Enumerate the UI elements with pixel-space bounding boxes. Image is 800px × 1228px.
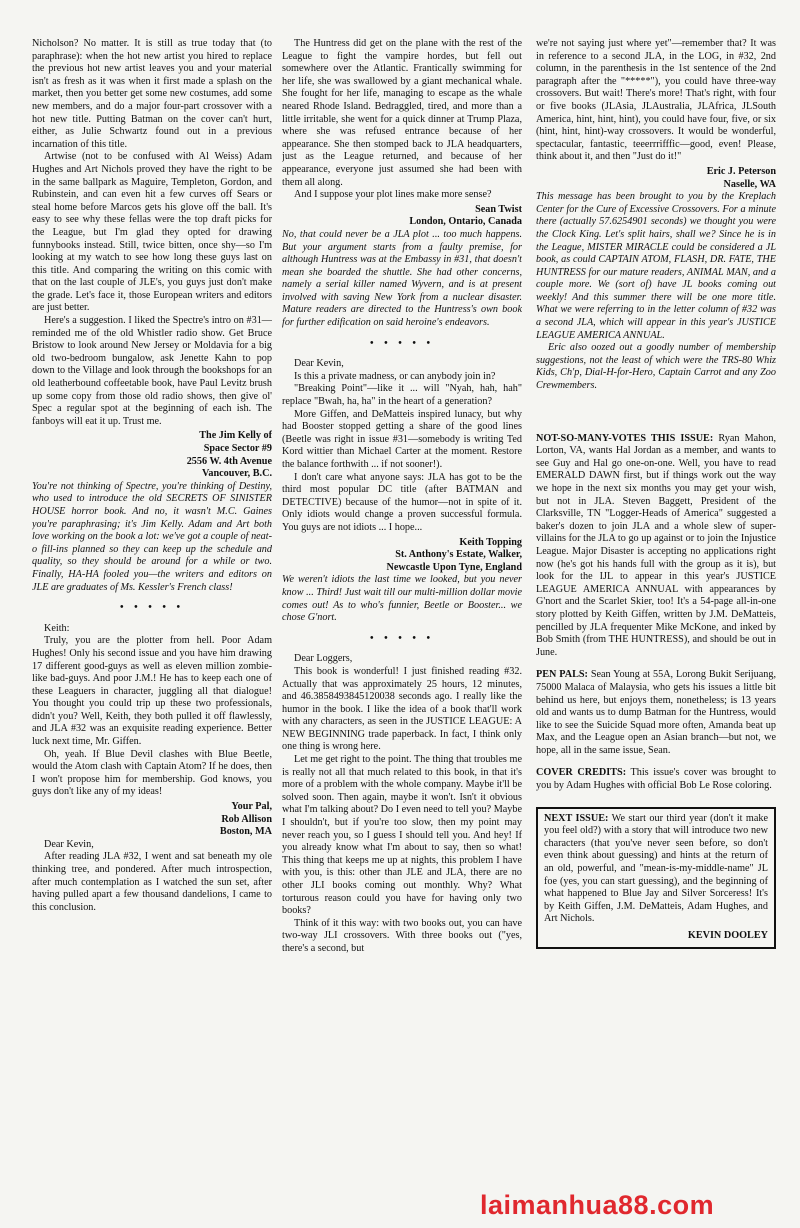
editor-reply: We weren't idiots the last time we looked, but you never know ... Third! Just wait till our multi-million dollar movie comes out! As to who's funnier, Beetle or Booster... we chose G'nort.: [282, 574, 522, 624]
editor-reply: No, that could never be a JLA plot ... too much happens. But your argument starts from a faulty premise, for although Huntress was at the Embassy in #31, that doesn't mean she boarded the shuttle. She had other concerns, namely a serial killer named Wyvern, and is at present involved with saving New York from a nuclear disaster. Mature readers are directed to the Huntress's own book for further edification on said heroine's endeavors.: [282, 228, 522, 329]
next-issue-text: We start our third year (don't it make you feel old?) with a story that will introduce two new characters (that you've never seen before, so don't even think about guessing) and hints at the return of an old, powerful, and "mean-is-my-middle-name" JL foe (yes, you can start guessing), and the beginning of what happened to Blue Jay and Silver Sorceress! It's by Keith Giffen, J.M. DeMatteis, Adam Hughes, and Art Nichols.: [544, 812, 768, 925]
letter-paragraph: Think of it this way: with two books out, you can have two-way JLI crossovers. With three books out ("yes, there's a second, but: [282, 917, 522, 954]
votes-text: Ryan Mahon, Lorton, VA, wants Hal Jordan as a member, and wants to see Guy and Hal go one-on-one. Well, you have to read EMERALD DAWN first, but if things work out the way we hope in the next six months you may get your wish, but not in JLA. Steven Baggett, President of the Clarksville, TN "Logger-Heads of America" suggested a baker's dozen to join JLA and a whole slew of super-villains for the JLA to go up against or to join the Injustice League. Major Disaster is accepting no applications right now (he's got his hands full with the group as it is), but look for the IJL to appear in this year's JUSTICE LEAGUE AMERICA ANNUAL with appearances by G'nort and the Scarlet Skier, too! It's a 54-page all-in-one story plotted by Keith Giffen, written by J.M. DeMatteis, pencilled by JLA frequenter Mike McKone, and inked by Bob Smith (from THE HUNTRESS), and should be out in June.: [536, 432, 776, 658]
signature-line: 2556 W. 4th Avenue: [186, 455, 272, 467]
letter-paragraph: Oh, yeah. If Blue Devil clashes with Blue Beetle, would the Atom clash with Captain Atom? If he does, then I won't propose him for membership. God knows, you guys don't like any of my ideas!: [32, 748, 272, 798]
signature-line: Sean Twist: [475, 203, 522, 215]
letter-paragraph: The Huntress did get on the plane with the rest of the League to fight the vampire hordes, but fell out somewhere over the Atlantic. Frantically swimming for her life, she was swallowed by a giant mechanical whale. She fought for her life, managing to escape as the whale neared Rhode Island. Bedraggled, tired, and more than a little irritable, she went for a quick dinner at Trump Plaza, where she was refused entrance because of her appearance. She then stomped back to JLA headquarters, just as the League returned, and because of her appearance, everyone just assumed she had been with them all along.: [282, 38, 522, 188]
signature-line: Keith Topping: [459, 536, 522, 548]
letter-paragraph: Artwise (not to be confused with Al Weiss) Adam Hughes and Art Nichols proved they have the right to be in the same ballpark as Maguire, Templeton, Gordon, and Rubinstein, and can even hit a few curves off Sears or steal home before Marcos gets his glove off the ball. It's easy to see why these fellas were the top draft picks for the League, but I'm glad they opted for drawing funnybooks instead. Still, twice bitten, once shy—so I'm looking at my watch to see how long these guys last on this title. And comparing the writing on this comic with that on the last couple of JLE's, you guys just don't make the grade. Let's face it, those European writers and editors are just better.: [32, 151, 272, 314]
section-divider: • • • • •: [119, 602, 185, 614]
section-divider: • • • • •: [369, 337, 435, 349]
cover-credits-heading: COVER CREDITS:: [536, 767, 627, 779]
watermark: laimanhua88.com: [480, 1190, 715, 1220]
editor-reply: You're not thinking of Spectre, you're thinking of Destiny, who used to introduce the old SECRETS OF SINISTER HOUSE horror book. And no, it wasn't M.C. Gaines you're paraphrasing; it's Jim Kelly. Adam and Art both love working on the book a lot: we've got a couple of neat-o fill-ins planned so they can keep up the schedule and quality, so they should be around for a while or two. Finally, HA-HA fooled you—the writers and editors on JLE are graduates of Ms. Kessler's French class!: [32, 480, 272, 593]
signature-line: Your Pal,: [231, 801, 272, 813]
letter-signature: [32, 430, 272, 480]
signature-line: Eric J. Peterson: [706, 165, 776, 177]
votes-section: [536, 433, 776, 660]
letter-signature: [282, 204, 522, 229]
letter-paragraph: Is this a private madness, or can anybody join in?: [294, 370, 496, 382]
signature-line: Naselle, WA: [723, 178, 776, 190]
letter-salutation: Dear Kevin,: [294, 358, 344, 370]
letter-paragraph: "Breaking Point"—like it ... will "Nyah, hah, hah" replace "Bwah, ha, ha" in the heart of a generation?: [282, 383, 522, 408]
letter-salutation: Dear Loggers,: [294, 653, 353, 665]
next-issue-heading: NEXT ISSUE:: [544, 812, 609, 824]
letter-paragraph: I don't care what anyone says: JLA has got to be the third most popular DC title (after BATMAN and DETECTIVE) because of the humor—not in spite of it. Only idiots would change a proven successful formula. You guys are not idiots ... I hope...: [282, 471, 522, 533]
signature-line: London, Ontario, Canada: [409, 216, 522, 228]
signature-line: Rob Allison: [221, 813, 272, 825]
letter-signature: [536, 166, 776, 191]
letter-paragraph: we're not saying just where yet"—remember that? It was in reference to a second JLA, in the LOG, in #32, 2nd column, in the parenthesis in the 1st sentence of the 2nd paragraph after the "*****"), you could have three-way crossovers. But wait! There's more! That's right, with four or five books (JLAsia, JLAustralia, JLAfrica, JLSouth America, hint, hint, hint), you could have four, five, or six (hint, hint, hint)-way crossovers. It would be wonderful, spectacular, fantastic, teeerrrifffic—good, even! Please, think about it, and then "Just do it!": [536, 38, 776, 163]
editor-credit: KEVIN DOOLEY: [687, 930, 768, 941]
section-divider: • • • • •: [369, 632, 435, 644]
editor-reply: This message has been brought to you by the Kreplach Center for the Cure of Excessive Crossovers. For a minute there (actually 57.6254901 seconds) we thought you were the Clock King. Let's split hairs, shall we? Since he is in the League, MISTER MIRACLE could be considered a JL book, as could CAPTAIN ATOM, FLASH, DR. FATE, THE HUNTRESS for our mature readers, ANIMAL MAN, and a couple more. We (sort of) have JL books coming out weekly! And this summer there will be one more title. What we were referring to in the letter column of #32 was a second JLA, which will appear in this year's JUSTICE LEAGUE AMERICA ANNUAL.: [536, 191, 776, 341]
pen-pals-text: Sean Young at 55A, Lorong Bukit Serijuang, 75000 Malaca of Malaysia, who gets his issues a little bit behind us here, but enjoys them, nonetheless; is 13 years old and wants us to dump Batman for the Huntress, would like to see the Suicide Squad more often, Amanda beat up Max, and the League open an Asian branch—but not, we hope, all in the same issue, Sean.: [536, 669, 776, 756]
letter-salutation: Keith:: [44, 622, 70, 634]
letter-paragraph: After reading JLA #32, I went and sat beneath my ole thinking tree, and pondered. After much introspection, after much contemplation as I watched the sun set, after having pulled apart a few thousand dandelions, I came to this conclusion.: [32, 851, 272, 913]
signature-line: Vancouver, B.C.: [201, 468, 272, 480]
letter-salutation: Dear Kevin,: [44, 838, 94, 850]
pen-pals-section: [536, 669, 776, 757]
signature-line: The Jim Kelly of: [199, 430, 272, 442]
signature-line: Space Sector #9: [203, 443, 272, 454]
letter-paragraph: Nicholson? No matter. It is still as true today that (to paraphrase): when the hot new artist you hired to replace the previous hot new artist leaves you and your material isn't as fresh as it was when it first made a splash on the market, then you better get some new costumes, add some new members, and do a major four-part crossover with a hot new title. Putting Batman on the cover can't hurt, either, as Julie Schwartz found out in a previous incarnation of this title.: [32, 38, 272, 150]
editor-reply: Eric also oozed out a goodly number of membership suggestions, not the least of which were the TRS-80 Whiz Kids, Ch'p, Dial-H-for-Hero, Captain Carrot and any Zoo Crewmembers.: [536, 342, 776, 392]
letter-paragraph: This book is wonderful! I just finished reading #32. Actually that was approximately 25 hours, 12 minutes, and 46.3858493845120038 seconds ago. I really like the humor in the book. I like the idea of a book that'll work with any characters, as seen in the JUSTICE LEAGUE: A NEW BEGINNING trade paperback. In fact, I think only one thing is wrong here.: [282, 665, 522, 753]
letters-column-3: [536, 38, 776, 1218]
letter-paragraph: More Giffen, and DeMatteis inspired lunacy, but why had Booster stopped getting a share of the good lines (Beetle was right in issue #31—somebody is writing Ted Kord wittier than Michael Carter at the moment. Restore the balance forthwith ... if not sooner!).: [282, 408, 522, 470]
cover-credits-section: [536, 767, 776, 792]
votes-heading: NOT-SO-MANY-VOTES THIS ISSUE:: [536, 432, 714, 444]
letter-paragraph: Truly, you are the plotter from hell. Poor Adam Hughes! Only his second issue and you have him drawing 17 different good-guys as well as eleven million zombie-like bad-guys. And poor J.M.! He has to keep each one of these Leaguers in character, juggling all that dialogue! You thought you could trip up these two professionals, didn't you? Well, Keith, they both pulled it off flawlessly, and JLA #32 was an exquisite reading experience. Better luck next time, Mr. Giffen.: [32, 635, 272, 748]
letter-signature: [32, 801, 272, 839]
letter-paragraph: Here's a suggestion. I liked the Spectre's intro on #31—reminded me of the old Whistler radio show. Get Bruce Bristow to look around New Jersey or Moldavia for a big old two-bedroom bungalow, ask Jenette Kahn to pop down to the Village and look through the bookshops for an old leatherbound coffeetable book, have Paul Levitz brush up some copy from those old radio shows, then give ol' Spec a regular spot at the beginning of each ish. The fanboys will eat it up. Trust me.: [32, 315, 272, 427]
next-issue-box: [536, 807, 776, 949]
cover-credits-text: This issue's cover was brought to you by Adam Hughes with official Bob Le Rose coloring.: [536, 767, 776, 792]
letters-column-2: [282, 38, 522, 1218]
letter-signature: [282, 537, 522, 575]
letters-column-1: [32, 38, 272, 1218]
letter-paragraph: Let me get right to the point. The thing that troubles me is really not all that much related to this book, in that it's more of a problem with the whole company. Maybe it'll be solved soon. Then again, maybe it won't. Isn't it obvious what I'm talking about? Do I even need to tell you? Maybe I shouldn't, but if you're too slow, then my point may never reach you, so I guess I should tell you. And hey! If you already know what I'm about to say, then so what! This thing that keeps me up at nights, this problem I have with you, is this: other than JLE and JLA, there are no other JLI books coming out monthly. Why? What torturous reason could you have for having only two books?: [282, 754, 522, 917]
signature-line: St. Anthony's Estate, Walker,: [395, 549, 522, 561]
letter-paragraph: And I suppose your plot lines make more sense?: [294, 189, 492, 201]
pen-pals-heading: PEN PALS:: [536, 669, 588, 681]
signature-line: Boston, MA: [219, 826, 272, 838]
signature-line: Newcastle Upon Tyne, England: [386, 561, 522, 573]
